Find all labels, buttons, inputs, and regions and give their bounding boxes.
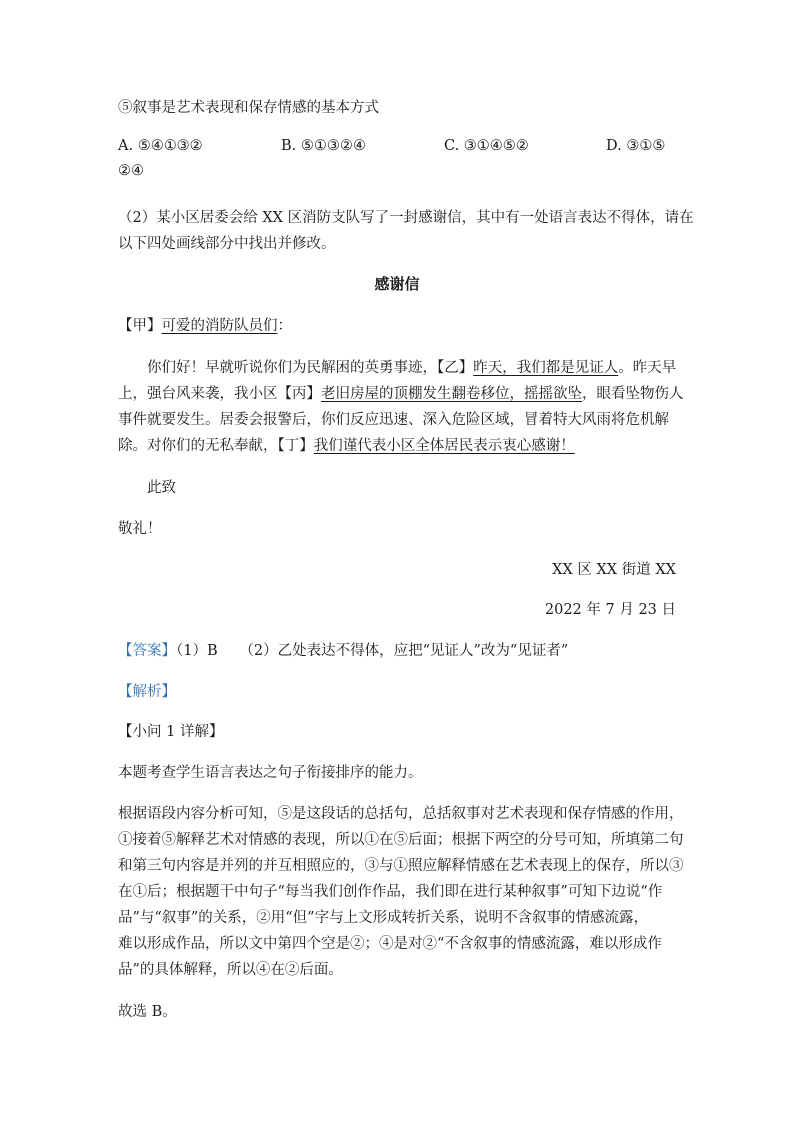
salutation-underlined: 可爱的消防队员们 xyxy=(161,318,278,334)
analysis-conclusion: 故选 B。 xyxy=(118,1004,177,1020)
letter-title: 感谢信 xyxy=(374,275,420,293)
option-c: C. ③①④⑤② xyxy=(444,138,529,154)
question-2-line-1: （2）某小区居委会给 XX 区消防支队写了一封感谢信，其中有一处语言表达不得体，请在 xyxy=(118,210,694,226)
letter-closing-1: 此致 xyxy=(147,480,176,496)
sentence-item-5: ⑤叙事是艺术表现和保存情感的基本方式 xyxy=(118,100,379,116)
answer-line xyxy=(118,639,568,660)
body-text: ，眼看坠物伤人 xyxy=(582,386,684,402)
ding-underlined: 我们谨代表小区全体居民表示衷心感谢！ xyxy=(313,438,575,454)
tag-yi: 【乙】 xyxy=(437,360,474,376)
option-b: B. ⑤①③②④ xyxy=(281,138,366,154)
body-text: 除。对你们的无私奉献， xyxy=(118,438,278,454)
option-d-continued: ②④ xyxy=(118,163,144,179)
answer-label: 【答案】 xyxy=(118,643,176,659)
tag-bing: 【丙】 xyxy=(277,386,321,402)
analysis-line-4: 在①后；根据题干中句子“每当我们创作作品，我们即在进行某种叙事”可知下边说“作 xyxy=(118,884,663,900)
analysis-line-1: 根据语段内容分析可知，⑤是这段话的总括句，总括叙事对艺术表现和保存情感的作用， xyxy=(118,806,684,822)
letter-body-line-4 xyxy=(118,434,575,455)
tag-jia: 【甲】 xyxy=(118,318,162,334)
letter-body-line-2 xyxy=(118,382,684,403)
body-text: 你们好！早就听说你们为民解困的英勇事迹， xyxy=(147,360,437,376)
letter-closing-2: 敬礼！ xyxy=(118,521,162,537)
body-text: 上，强台风来袭，我小区 xyxy=(118,386,278,402)
analysis-line-6: 难以形成作品，所以文中第四个空是②；④是对②“不含叙事的情感流露，难以形成作 xyxy=(118,936,662,952)
answer-text: （1）B （2）乙处表达不得体，应把“见证人”改为“见证者” xyxy=(176,643,569,659)
analysis-intro: 本题考查学生语言表达之句子衔接排序的能力。 xyxy=(118,765,423,781)
letter-salutation-line xyxy=(118,314,292,335)
analysis-line-5: 品”与“叙事”的关系，②用“但”字与上文形成转折关系，说明不含叙事的情感流露， xyxy=(118,910,649,926)
yi-underlined: 昨天，我们都是见证人 xyxy=(473,360,619,376)
analysis-line-2: ①接着⑤解释艺术对情感的表现，所以①在⑤后面；根据下两空的分号可知，所填第二句 xyxy=(118,832,684,848)
letter-body-line-3: 事件就要发生。居委会报警后，你们反应迅速、深入危险区域，冒着特大风雨将危机解 xyxy=(118,412,669,428)
analysis-label: 【解析】 xyxy=(118,684,176,700)
salutation-colon: ： xyxy=(277,318,292,334)
analysis-line-3: 和第三句内容是并列的并互相照应的，③与①照应解释情感在艺术表现上的保存，所以③ xyxy=(118,858,684,874)
body-text: 。昨天早 xyxy=(618,360,677,376)
option-d: D. ③①⑤ xyxy=(606,138,666,154)
question-2-line-2: 以下四处画线部分中找出并修改。 xyxy=(118,236,336,252)
letter-date: 2022 年 7 月 23 日 xyxy=(544,602,676,618)
sub-question-1-label: 【小问 1 详解】 xyxy=(118,724,224,740)
letter-body-line-1 xyxy=(147,356,676,377)
option-a: A. ⑤④①③② xyxy=(118,138,203,154)
bing-underlined: 老旧房屋的顶棚发生翻卷移位，摇摇欲坠 xyxy=(321,386,582,402)
tag-ding: 【丁】 xyxy=(277,438,314,454)
letter-signature: XX 区 XX 街道 XX xyxy=(552,562,676,578)
analysis-line-7: 品”的具体解释，所以④在②后面。 xyxy=(118,962,343,978)
